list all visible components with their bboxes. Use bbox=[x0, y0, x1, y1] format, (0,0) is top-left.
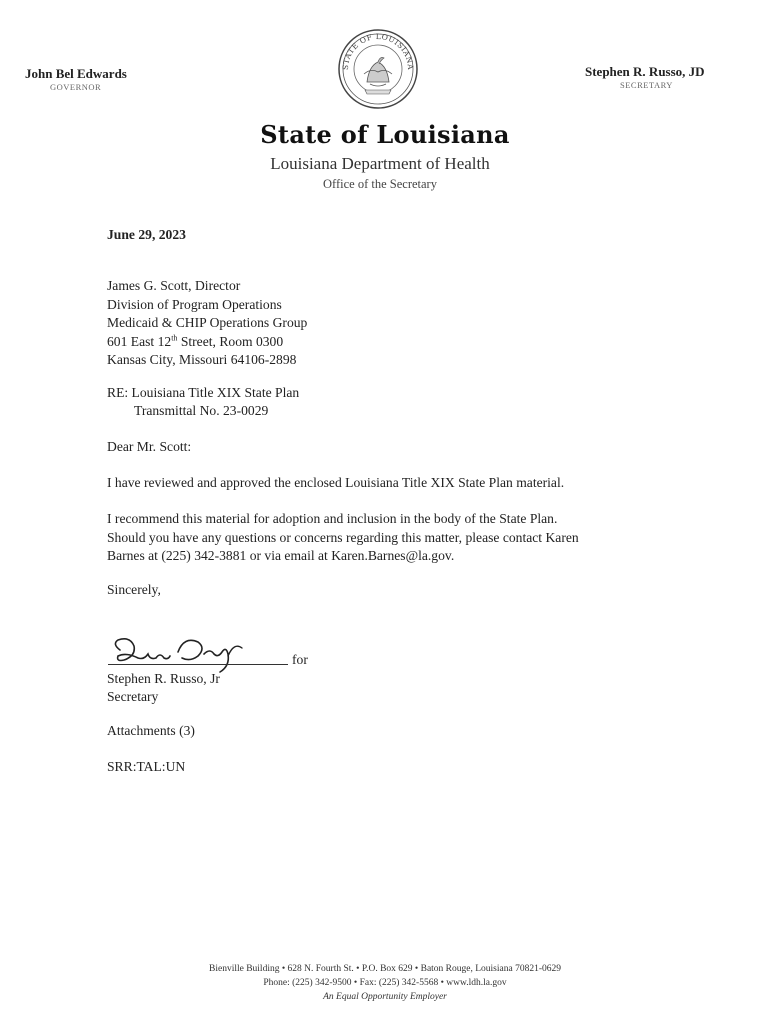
reference-initials: SRR:TAL:UN bbox=[107, 759, 186, 774]
office-name: Office of the Secretary bbox=[323, 177, 437, 191]
signature-for: for bbox=[292, 652, 308, 667]
recipient-line: Division of Program Operations bbox=[107, 296, 282, 312]
closing: Sincerely, bbox=[107, 582, 161, 597]
salutation: Dear Mr. Scott: bbox=[107, 439, 192, 454]
department-name: Louisiana Department of Health bbox=[270, 154, 490, 173]
handwritten-signature bbox=[108, 630, 293, 675]
state-title: State of Louisiana bbox=[260, 120, 510, 149]
recipient-line: 601 East 12th Street, Room 0300 bbox=[107, 332, 284, 349]
attachments: Attachments (3) bbox=[107, 723, 195, 738]
governor-name: John Bel Edwards bbox=[25, 66, 127, 81]
recipient-line: Medicaid & CHIP Operations Group bbox=[107, 315, 308, 330]
body-paragraph-1: I have reviewed and approved the enclosed Louisiana Title XIX State Plan material. bbox=[107, 475, 565, 490]
body-paragraph-2: I recommend this material for adoption and inclusion in the body of the State Plan. Should you have any questions or concerns regarding this matter, please contact Karen Barnes at (225) 342-3881 or via email at Karen.Barnes@la.gov. bbox=[107, 511, 579, 563]
recipient-address bbox=[107, 277, 307, 370]
footer-contact: Phone: (225) 342-9500 • Fax: (225) 342-5568 • www.ldh.la.gov bbox=[263, 978, 507, 988]
footer-address: Bienville Building • 628 N. Fourth St. • P.O. Box 629 • Baton Rouge, Louisiana 70821-0629 bbox=[209, 964, 561, 974]
svg-text:STATE OF LOUISIANA: STATE OF LOUISIANA bbox=[340, 31, 416, 71]
letter-date: June 29, 2023 bbox=[107, 227, 186, 242]
recipient-line: James G. Scott, Director bbox=[107, 278, 241, 293]
signature-line bbox=[108, 664, 288, 665]
governor-title: GOVERNOR bbox=[50, 82, 102, 92]
re-line: RE: Louisiana Title XIX State Plan bbox=[107, 385, 300, 400]
signer-title: Secretary bbox=[107, 689, 159, 704]
secretary-name: Stephen R. Russo, JD bbox=[585, 64, 705, 79]
signer-name: Stephen R. Russo, Jr bbox=[107, 671, 220, 686]
footer-tagline: An Equal Opportunity Employer bbox=[323, 992, 447, 1002]
state-seal-icon bbox=[337, 28, 419, 110]
secretary-title: SECRETARY bbox=[620, 80, 673, 90]
transmittal-line: Transmittal No. 23-0029 bbox=[134, 403, 269, 418]
recipient-line: Kansas City, Missouri 64106-2898 bbox=[107, 352, 297, 367]
